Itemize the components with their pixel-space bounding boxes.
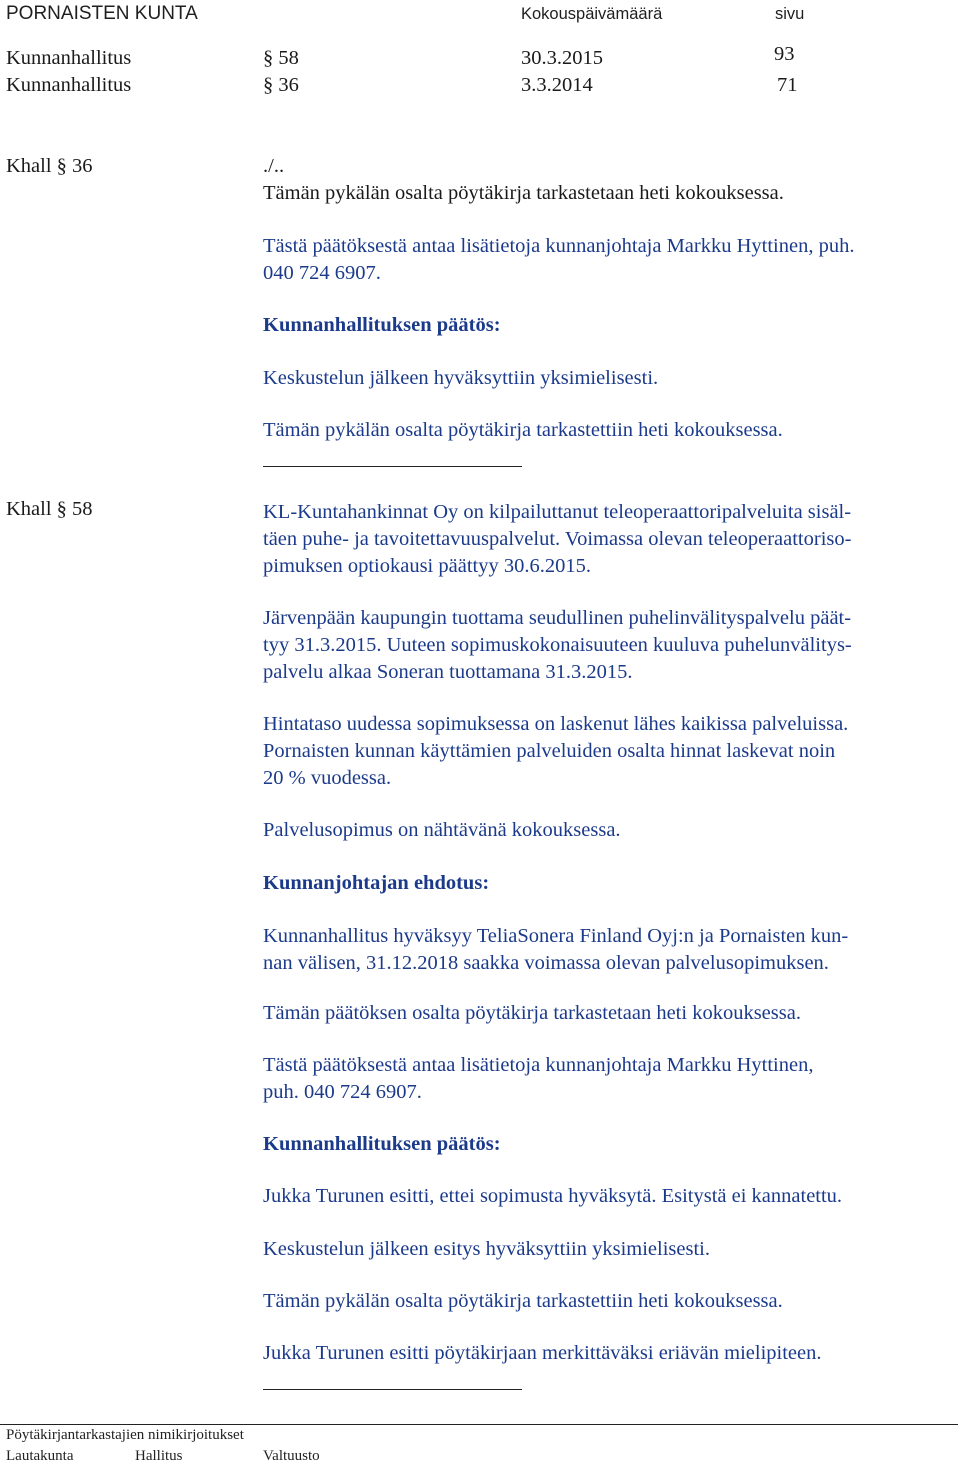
s58-p1-line-2	[263, 529, 851, 550]
meta-date-1: 30.3.2015	[521, 47, 603, 69]
s58-info-line-2: puh. 040 724 6907.	[263, 1081, 422, 1103]
meta-date-2: 3.3.2014	[521, 74, 593, 96]
footer-body-valtuusto: Valtuusto	[263, 1448, 320, 1464]
continuation-mark: ./..	[263, 155, 285, 177]
s58-check-proposal: Tämän päätöksen osalta pöytäkirja tarkastetaan heti kokouksessa.	[263, 1002, 801, 1024]
s36-info-line-1: Tästä päätöksestä antaa lisätietoja kunnanjohtaja Markku Hyttinen, puh.	[263, 235, 855, 257]
s58-check-text: Tämän pykälän osalta pöytäkirja tarkastettiin heti kokouksessa.	[263, 1290, 783, 1312]
meta-section-2: § 36	[263, 74, 299, 96]
s58-p2-line-2	[263, 635, 852, 656]
date-label: Kokouspäivämäärä	[521, 5, 663, 23]
s58-dissent: Jukka Turunen esitti pöytäkirjaan merkittäväksi eriävän mielipiteen.	[263, 1342, 822, 1364]
s58-p1-line-2-a: täen puhe- ja tavoitettavuuspalvelut.	[263, 528, 561, 550]
s36-decision-heading: Kunnanhallituksen päätös:	[263, 314, 501, 336]
section-58-label: Khall § 58	[6, 498, 93, 520]
s58-p1-line-2-b: Voimassa olevan teleoperaattoriso-	[560, 528, 852, 550]
s36-info-line-2: 040 724 6907.	[263, 262, 381, 284]
s58-p3-line-2: Pornaisten kunnan käyttämien palveluiden osalta hinnat laskevat noin	[263, 740, 836, 762]
s58-decision-heading: Kunnanhallituksen päätös:	[263, 1133, 501, 1155]
section-divider	[263, 466, 522, 467]
s58-p4: Palvelusopimus on nähtävänä kokouksessa.	[263, 819, 621, 841]
section-36-label: Khall § 36	[6, 155, 93, 177]
s58-proposal-heading: Kunnanjohtajan ehdotus:	[263, 872, 490, 894]
s58-info-line-1: Tästä päätöksestä antaa lisätietoja kunnanjohtaja Markku Hyttinen,	[263, 1054, 814, 1076]
footer-rule	[0, 1424, 958, 1425]
meta-body-2: Kunnanhallitus	[6, 74, 132, 96]
signatures-label: Pöytäkirjantarkastajien nimikirjoitukset	[6, 1427, 244, 1443]
s58-p3-line-3: 20 % vuodessa.	[263, 767, 392, 789]
section-end-divider	[263, 1389, 522, 1390]
s58-decision-1: Jukka Turunen esitti, ettei sopimusta hyväksytä. Esitystä ei kannatettu.	[263, 1185, 843, 1207]
s58-decision-2: Keskustelun jälkeen esitys hyväksyttiin yksimielisesti.	[263, 1238, 710, 1260]
s58-p2-line-3: palvelu alkaa Soneran tuottamana 31.3.2015.	[263, 661, 633, 683]
s58-p3-line-1: Hintataso uudessa sopimuksessa on laskenut lähes kaikissa palveluissa.	[263, 713, 849, 735]
s58-proposal-line-2: nan välisen, 31.12.2018 saakka voimassa olevan palvelusopimuksen.	[263, 952, 829, 974]
meta-page-2: 71	[777, 74, 798, 96]
meta-page-1: 93	[774, 43, 795, 65]
s58-proposal-line-1: Kunnanhallitus hyväksyy TeliaSonera Finland Oyj:n ja Pornaisten kun-	[263, 925, 849, 947]
s58-p2-line-2-a: tyy 31.3.2015.	[263, 634, 382, 656]
s36-decision-text: Keskustelun jälkeen hyväksyttiin yksimielisesti.	[263, 367, 659, 389]
municipality-name: PORNAISTEN KUNTA	[6, 3, 198, 24]
s58-p2-line-1: Järvenpään kaupungin tuottama seudullinen puhelinvälityspalvelu päät-	[263, 607, 852, 629]
s58-p1-line-1: KL-Kuntahankinnat Oy on kilpailuttanut teleoperaattoripalveluita sisäl-	[263, 501, 852, 523]
meta-body-1: Kunnanhallitus	[6, 47, 132, 69]
footer-body-lautakunta: Lautakunta	[6, 1448, 74, 1464]
page-label: sivu	[775, 5, 805, 23]
footer-body-hallitus: Hallitus	[135, 1448, 183, 1464]
s58-p1-line-3: pimuksen optiokausi päättyy 30.6.2015.	[263, 555, 591, 577]
s58-p2-line-2-b: Uuteen sopimuskokonaisuuteen kuuluva puhelunvälitys-	[381, 634, 852, 656]
meta-section-1: § 58	[263, 47, 299, 69]
s36-check-line: Tämän pykälän osalta pöytäkirja tarkastetaan heti kokouksessa.	[263, 182, 784, 204]
s36-check-text: Tämän pykälän osalta pöytäkirja tarkastettiin heti kokouksessa.	[263, 419, 783, 441]
